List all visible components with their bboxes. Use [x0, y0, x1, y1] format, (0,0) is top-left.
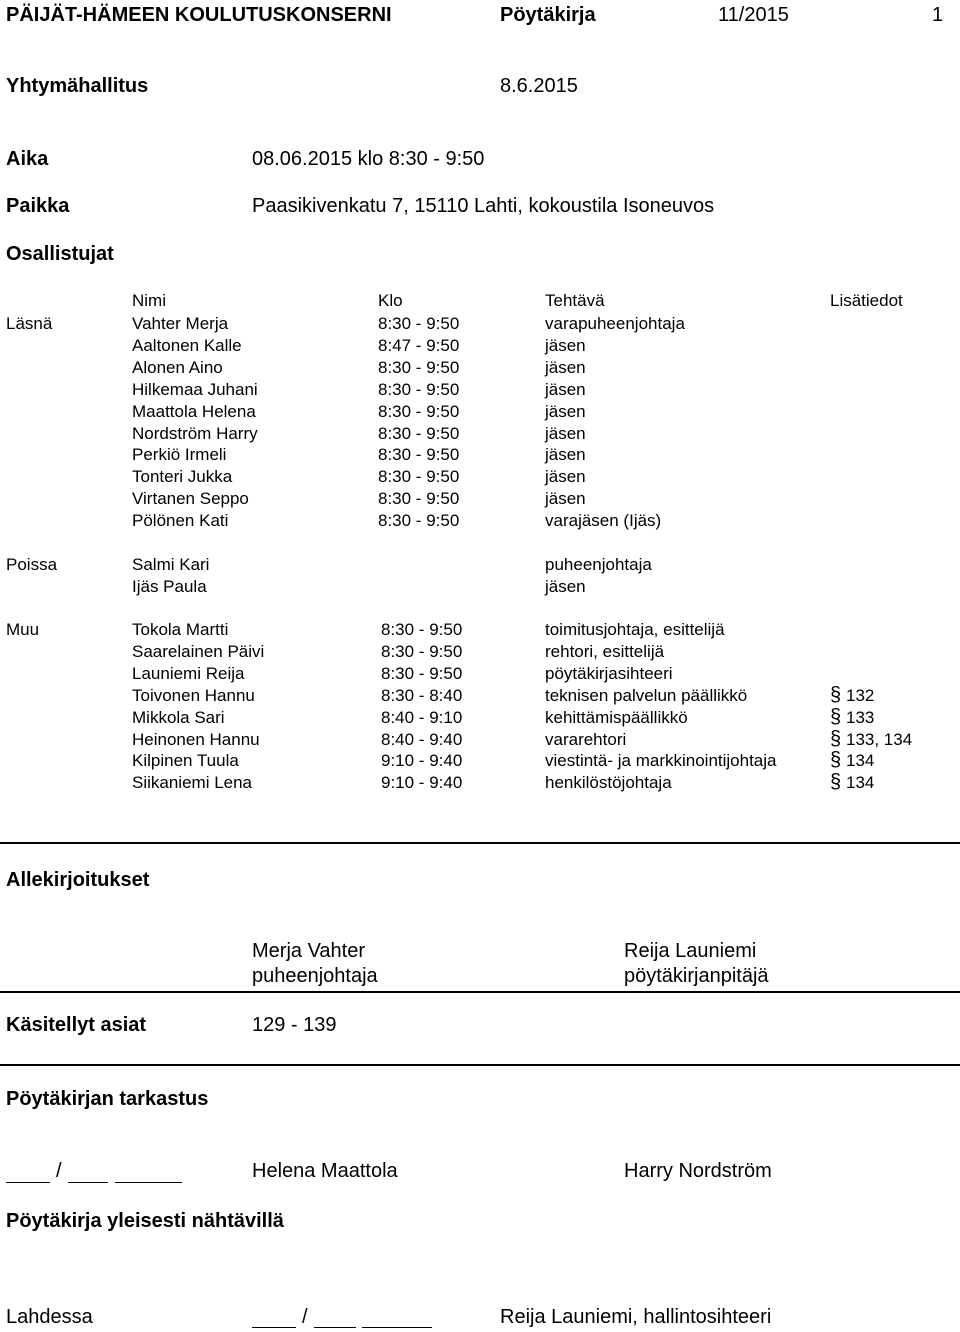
cell-name: Ijäs Paula — [132, 576, 207, 596]
document-type: Pöytäkirja — [500, 4, 596, 26]
review-label: Pöytäkirjan tarkastus — [6, 1088, 209, 1110]
table-row — [0, 555, 960, 577]
cell-time: 8:30 - 9:50 — [378, 379, 460, 399]
section-symbol: § — [830, 749, 842, 772]
table-row — [0, 424, 960, 446]
signatures-label: Allekirjoitukset — [6, 869, 150, 891]
table-row — [0, 445, 960, 467]
chair-title: puheenjohtaja — [252, 965, 378, 987]
handled-value: 129 - 139 — [252, 1014, 337, 1036]
cell-time: 8:30 - 9:50 — [378, 423, 460, 443]
cell-role: jäsen — [545, 445, 586, 465]
table-row — [0, 358, 960, 380]
cell-role: henkilöstöjohtaja — [545, 773, 672, 793]
cell-role: viestintä- ja markkinointijohtaja — [545, 751, 777, 771]
table-row — [0, 577, 960, 599]
cell-name: Nordström Harry — [132, 423, 258, 443]
cell-time: 8:30 - 9:50 — [378, 401, 460, 421]
cell-time: 8:30 - 9:50 — [378, 357, 460, 377]
table-row — [0, 380, 960, 402]
governing-body: Yhtymähallitus — [6, 75, 149, 97]
cell-role: pöytäkirjasihteeri — [545, 663, 673, 683]
participants-label: Osallistujat — [6, 243, 114, 265]
time-value: 08.06.2015 klo 8:30 - 9:50 — [252, 148, 485, 170]
table-row — [0, 314, 960, 336]
table-row — [0, 489, 960, 511]
cell-role: jäsen — [545, 576, 586, 596]
public-date-separator: / — [302, 1306, 308, 1328]
cell-time: 9:10 - 9:40 — [381, 773, 463, 793]
section-symbol: § — [830, 683, 842, 706]
table-row — [0, 683, 960, 708]
cell-name: Perkiö Irmeli — [132, 445, 227, 465]
cell-time: 8:30 - 9:50 — [378, 314, 460, 333]
column-header-time: Klo — [378, 291, 403, 310]
table-row — [0, 705, 960, 730]
place-label: Paikka — [6, 195, 70, 217]
table-row — [0, 664, 960, 686]
table-row — [0, 727, 960, 752]
cell-notes: 133 — [846, 707, 875, 727]
chair-name: Merja Vahter — [252, 940, 366, 962]
organization-name: PÄIJÄT-HÄMEEN KOULUTUSKONSERNI — [6, 4, 392, 26]
cell-name: Maattola Helena — [132, 401, 256, 421]
review-year-blank — [115, 1182, 182, 1183]
cell-name: Siikaniemi Lena — [132, 773, 253, 793]
cell-time: 9:10 - 9:40 — [381, 751, 463, 771]
table-row — [0, 642, 960, 664]
cell-notes: 134 — [846, 751, 875, 771]
secretary-name: Reija Launiemi — [624, 940, 757, 962]
table-row — [0, 751, 960, 773]
cell-name: Salmi Kari — [132, 555, 210, 574]
absent-label: Poissa — [6, 555, 58, 574]
cell-name: Kilpinen Tuula — [132, 751, 239, 771]
cell-time: 8:40 - 9:10 — [381, 707, 463, 727]
cell-role: vararehtori — [545, 729, 627, 749]
cell-role: puheenjohtaja — [545, 555, 652, 574]
handled-label: Käsitellyt asiat — [6, 1014, 147, 1036]
section-symbol: § — [830, 705, 842, 728]
cell-time: 8:30 - 9:50 — [381, 641, 463, 661]
handled-divider — [0, 1064, 960, 1066]
cell-name: Virtanen Seppo — [132, 489, 249, 509]
column-header-role: Tehtävä — [545, 291, 605, 310]
cell-name: Tokola Martti — [132, 620, 229, 639]
cell-role: varajäsen (Ijäs) — [545, 511, 662, 531]
cell-time: 8:30 - 9:50 — [381, 663, 463, 683]
table-row — [0, 773, 960, 795]
cell-role: kehittämispäällikkö — [545, 707, 688, 727]
cell-time: 8:30 - 9:50 — [378, 511, 460, 531]
cell-name: Toivonen Hannu — [132, 685, 255, 705]
cell-name: Tonteri Jukka — [132, 467, 233, 487]
cell-role: jäsen — [545, 401, 586, 421]
table-row — [0, 402, 960, 424]
participants-table-header — [0, 291, 960, 313]
public-month-blank — [314, 1327, 356, 1328]
cell-role: jäsen — [545, 379, 586, 399]
cell-time: 8:30 - 9:50 — [381, 620, 463, 639]
public-year-blank — [362, 1327, 432, 1328]
reviewer-2: Harry Nordström — [624, 1160, 772, 1182]
cell-role: jäsen — [545, 357, 586, 377]
cell-name: Launiemi Reija — [132, 663, 245, 683]
cell-name: Vahter Merja — [132, 314, 229, 333]
cell-time: 8:47 - 9:50 — [378, 335, 460, 355]
review-date-separator: / — [56, 1160, 62, 1182]
signatures-divider — [0, 991, 960, 993]
place-value: Paasikivenkatu 7, 15110 Lahti, kokoustila Isoneuvos — [252, 195, 715, 217]
cell-role: varapuheenjohtaja — [545, 314, 685, 333]
cell-time: 8:30 - 8:40 — [381, 685, 463, 705]
cell-role: teknisen palvelun päällikkö — [545, 685, 748, 705]
table-row — [0, 336, 960, 358]
page-number: 1 — [932, 4, 944, 26]
cell-name: Mikkola Sari — [132, 707, 225, 727]
cell-role: toimitusjohtaja, esittelijä — [545, 620, 725, 639]
cell-time: 8:40 - 9:40 — [381, 729, 463, 749]
cell-role: jäsen — [545, 467, 586, 487]
cell-name: Pölönen Kati — [132, 511, 229, 531]
reviewer-1: Helena Maattola — [252, 1160, 398, 1182]
column-header-name: Nimi — [132, 291, 166, 310]
section-symbol: § — [830, 727, 842, 750]
public-place: Lahdessa — [6, 1306, 93, 1328]
cell-role: jäsen — [545, 335, 586, 355]
public-day-blank — [252, 1327, 296, 1328]
section-divider — [0, 842, 960, 844]
document-date: 8.6.2015 — [500, 75, 578, 97]
cell-notes: 134 — [846, 773, 875, 793]
cell-role: jäsen — [545, 489, 586, 509]
table-row — [0, 467, 960, 489]
column-header-notes: Lisätiedot — [830, 291, 903, 310]
cell-time: 8:30 - 9:50 — [378, 467, 460, 487]
document-number: 11/2015 — [718, 4, 789, 26]
cell-notes: 133, 134 — [846, 729, 913, 749]
cell-role: jäsen — [545, 423, 586, 443]
public-signer: Reija Launiemi, hallintosihteeri — [500, 1306, 772, 1328]
cell-notes: 132 — [846, 685, 875, 705]
cell-time: 8:30 - 9:50 — [378, 445, 460, 465]
review-day-blank — [6, 1182, 50, 1183]
cell-name: Saarelainen Päivi — [132, 641, 265, 661]
cell-time: 8:30 - 9:50 — [378, 489, 460, 509]
table-row — [0, 511, 960, 533]
section-symbol: § — [830, 771, 842, 794]
cell-name: Heinonen Hannu — [132, 729, 260, 749]
review-month-blank — [68, 1182, 108, 1183]
cell-role: rehtori, esittelijä — [545, 641, 665, 661]
cell-name: Aaltonen Kalle — [132, 335, 242, 355]
public-label: Pöytäkirja yleisesti nähtävillä — [6, 1210, 284, 1232]
other-label: Muu — [6, 620, 40, 639]
secretary-title: pöytäkirjanpitäjä — [624, 965, 769, 987]
cell-name: Hilkemaa Juhani — [132, 379, 258, 399]
cell-name: Alonen Aino — [132, 357, 223, 377]
table-row — [0, 620, 960, 642]
present-label: Läsnä — [6, 314, 53, 333]
time-label: Aika — [6, 148, 49, 170]
